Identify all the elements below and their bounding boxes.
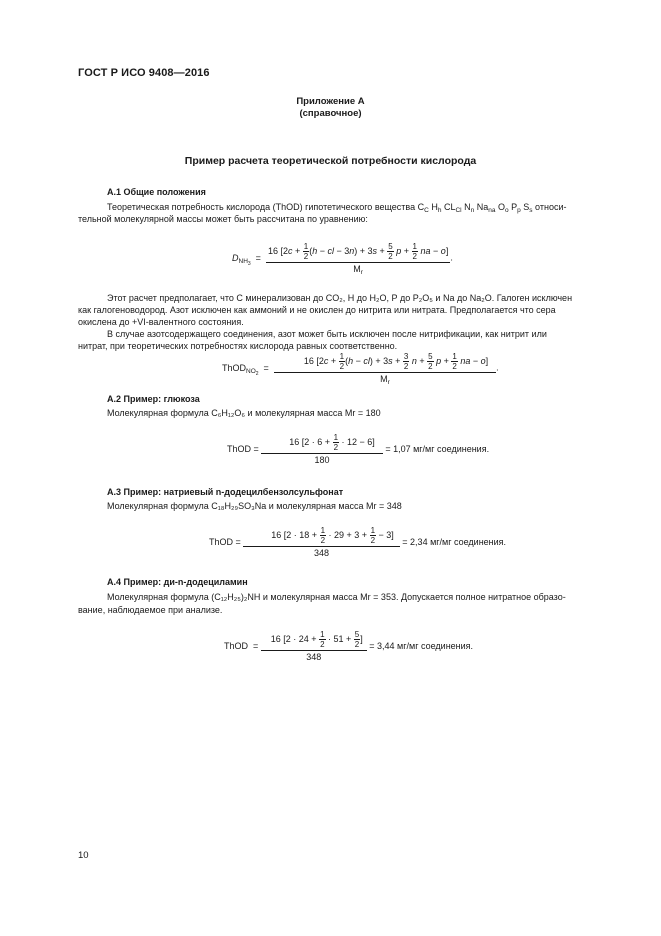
section-a1-paragraph-1-line2: тельной молекулярной массы может быть рассчитана по уравнению:	[78, 214, 368, 224]
section-a4-heading: А.4 Пример: ди-n-додециламин	[107, 577, 248, 587]
section-a2-text: Молекулярная формула C₆H₁₂O₆ и молекулярная масса Mr = 180	[107, 408, 381, 418]
dodecylbenzene-result: = 2,34 мг/мг соединения.	[402, 537, 507, 547]
formula-didodecylamine: ThOD = 16 [2 · 24 + $\frac{1}{2}$ · 51 + $\frac{5}{2}$ ] 348 = 3,44 мг/мг соединения.	[224, 630, 474, 662]
section-a1-paragraph-2-line3: окислена до +VI-валентного состояния.	[78, 317, 244, 327]
didodecylamine-result: = 3,44 мг/мг соединения.	[369, 641, 474, 651]
page-number: 10	[78, 850, 89, 861]
section-a1-paragraph-3: В случае азотсодержащего соединения, азот может быть исключен после нитрификации, как нитрит или	[107, 329, 547, 339]
section-a1-paragraph-2-line2: как галогеноводород. Азот исключен как аммоний и не окислен до нитрита или нитрата. Предполагается что сера	[78, 305, 556, 315]
section-a1-heading: А.1 Общие положения	[107, 187, 206, 197]
section-a1-paragraph-1: Теоретическая потребность кислорода (ThOD) гипотетического вещества $C_C$ $H_h$ $CL_{Cl}$ $N_n$ $Na_{na}$ $O_o$ $P_p$ $S_s$ относи-	[107, 202, 567, 214]
appendix-note: (справочное)	[299, 108, 362, 119]
formula-thod-no2: ThOD$_{NO_2}$ = 16 [2c + $\frac{1}{2}$ (h − cl) + 3s + $\frac{3}{2}$ n + $\frac{5}{2}$ p + $\frac{1}{2}$ na − o] $M_r$ .	[222, 352, 499, 386]
document-header: ГОСТ Р ИСО 9408—2016	[78, 67, 210, 79]
section-a1-paragraph-2: Этот расчет предполагает, что С минерализован до CO₂, Н до H₂O, Р до P₂O₅ и Na до Na₂O. Галоген исключен	[107, 293, 573, 303]
paragraph-1-tail: относи-	[535, 202, 567, 212]
section-a4-text: Молекулярная формула (C₁₂H₂₅)₂NH и молекулярная масса Mr = 353. Допускается полное нитратное образо-	[107, 592, 566, 602]
formula-glucose: ThOD = 16 [2 · 6 + $\frac{1}{2}$ · 12 − 6] 180 = 1,07 мг/мг соединения.	[227, 433, 490, 465]
section-a1-paragraph-3-line2: нитрат, при теоретических потребностях кислорода равных соответственно.	[78, 341, 398, 351]
formula-dodecylbenzene: ThOD = 16 [2 · 18 + $\frac{1}{2}$ · 29 + 3 + $\frac{1}{2}$ − 3] 348 = 2,34 мг/мг соединения.	[209, 526, 507, 558]
page-title: Пример расчета теоретической потребности кислорода	[184, 155, 477, 167]
section-a3-heading: А.3 Пример: натриевый n-додецилбензолсульфонат	[107, 487, 344, 497]
section-a3-text: Молекулярная формула C₁₈H₂₉SO₃Na и молекулярная масса Mr = 348	[107, 501, 402, 511]
appendix-label: Приложение А	[296, 96, 365, 107]
glucose-result: = 1,07 мг/мг соединения.	[385, 444, 490, 454]
section-a4-text-line2: вание, наблюдаемое при анализе.	[78, 605, 223, 615]
section-a2-heading: А.2 Пример: глюкоза	[107, 394, 200, 404]
formula-dnh3: $D_{NH_3}$ = 16 [2c + $\frac{1}{2}$ (h − cl − 3n) + 3s + $\frac{5}{2}$ p + $\frac{1}{2}$ na − o] $M_r$ .	[232, 242, 453, 276]
paragraph-1-lead: Теоретическая потребность кислорода (ThOD) гипотетического вещества C	[107, 202, 425, 212]
